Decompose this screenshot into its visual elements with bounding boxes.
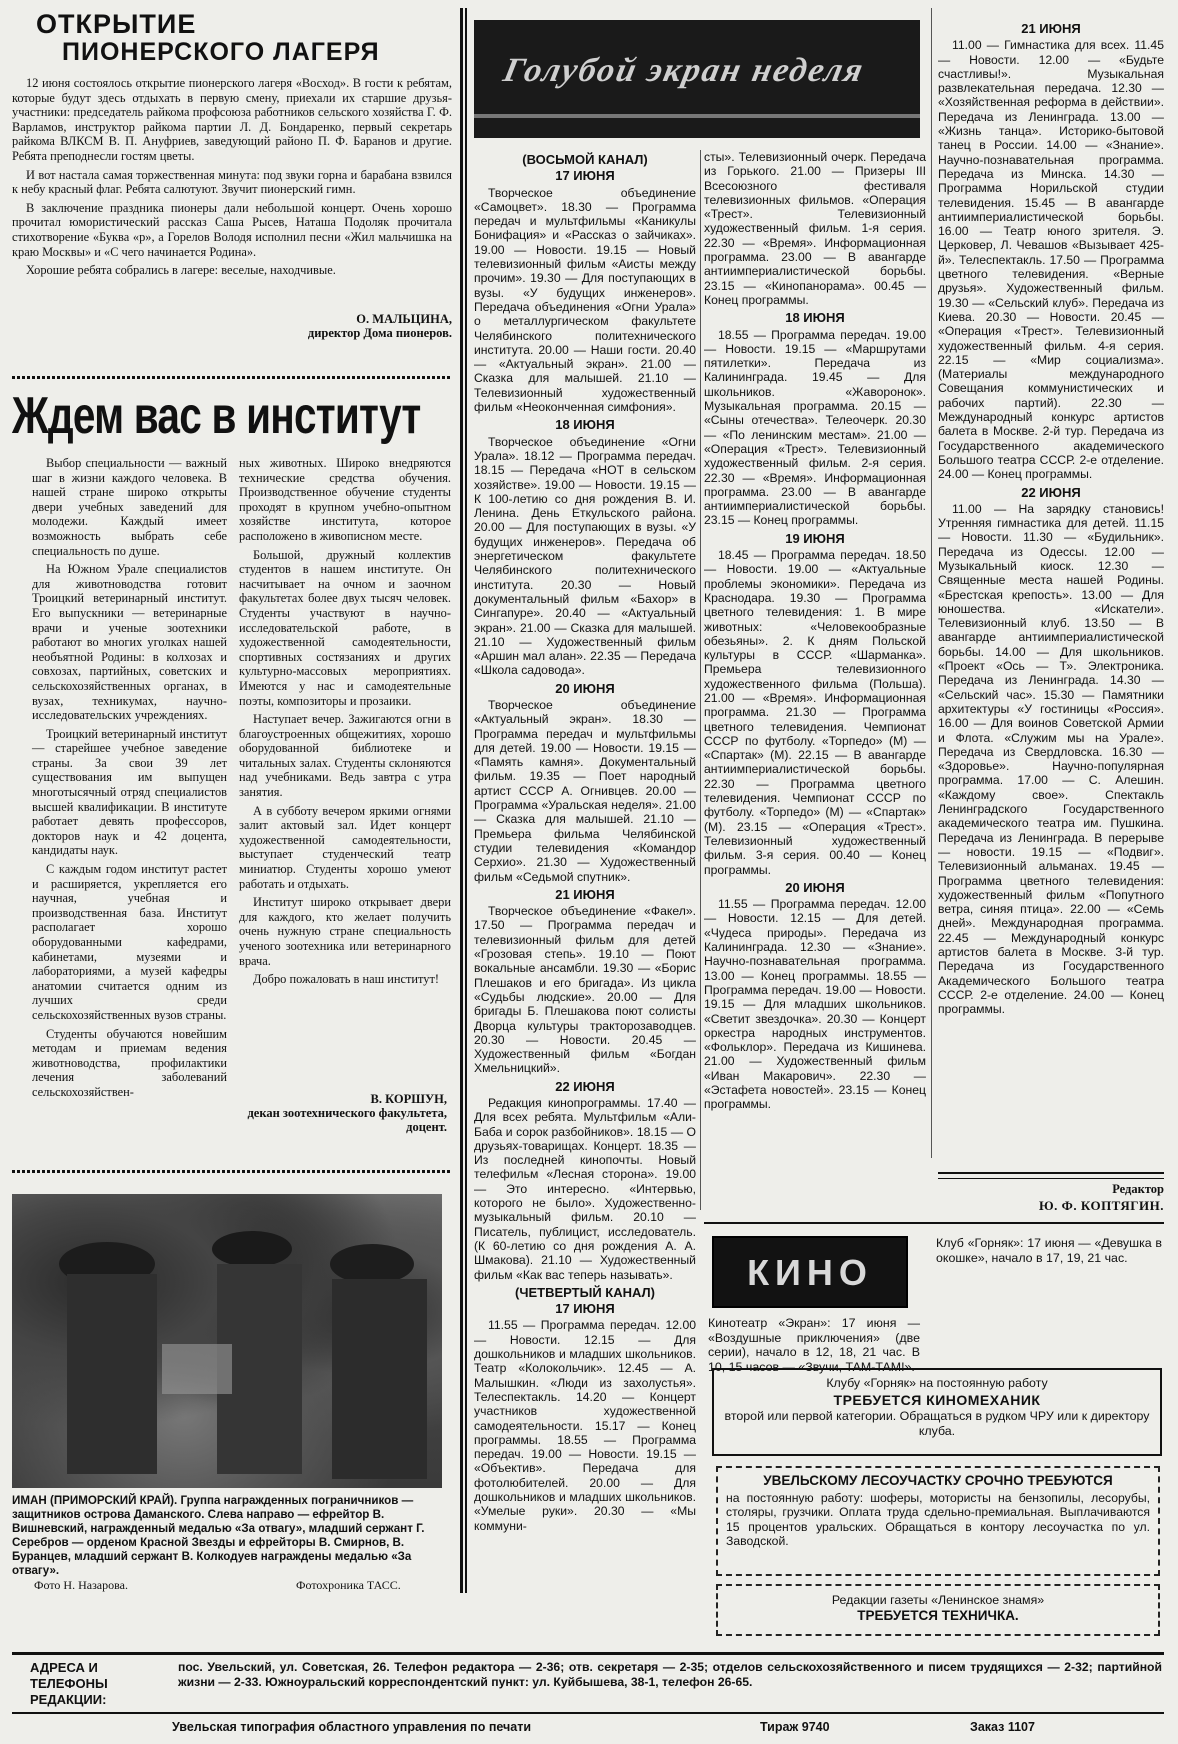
- ad-projectionist-line2: второй или первой категории. Обращаться в рудком ЧРУ или к директору клуба.: [724, 1409, 1150, 1438]
- tv-listing: Творческое объединение «Актуальный экран». 18.30 — Программа передач и мультфильмы для детей. 19.00 — Новости. 19.15 — «Память камня». Документальный фильм. 19.35 — Поет народный артист СССР А. Огнивцев. 20.00 — Программа «Уральская неделя». 21.00 — Сказка для малышей. 21.10 — Премьера фильма Челябинской студии телевидения «Командор Серхио». 21.30 — Художественный фильм «Седьмой спутник».: [474, 697, 696, 884]
- column-rule: [700, 150, 701, 1210]
- tv-heading: 20 ИЮНЯ: [785, 879, 845, 895]
- photo-credit-right: Фотохроника ТАСС.: [296, 1578, 401, 1592]
- editor-name: Ю. Ф. КОПТЯГИН.: [1039, 1198, 1164, 1213]
- column-rule: [460, 8, 463, 1593]
- footer-address-block: [30, 1660, 1164, 1708]
- footer-text: пос. Увельский, ул. Советская, 26. Телефон редактора — 2-36; отв. секретаря — 2-35; отделов сельскохозяйственного и писем трудящихся — 2-32; партийной жизни — 2-33. Южноуральский корреспондентский пункт: ул. Куйбышева, 38-1, телефон 26-65.: [178, 1660, 1162, 1689]
- footer-circulation: Тираж 9740: [760, 1720, 830, 1734]
- tv-listing: 11.00 — Гимнастика для всех. 11.45 — Новости. 12.00 — «Будьте счастливы!». Музыкальная развлекательная передача. 12.30 — «Хозяйственная реформа в действии». Передача из Ленинграда. 13.00 — «Жизнь танца». Историко-бытовой танец в России. 14.00 — «Знание». Научно-познавательная программа. Передача из Минска. 14.30 — Программа Норильской студии телевидения. 15.45 — В авангарде антиимпериалистической борьбы. 16.00 — Театр юного зрителя. Э. Церковер, Л. Чевашов «Вызывает 425-й». Телеспектакль. 17.50 — Программа цветного телевидения. «Верные друзья». Художественный фильм. 19.30 — «Сельский клуб». Передача из Киева. 20.30 — Новости. 20.45 — «Операция «Трест». Телевизионный художественный фильм. 4-я серия. 22.15 — «Мир социализма». (Материалы международного Совещания коммунистических и рабочих партий). 22.30 — Международный конкурс артистов балета в Москве. 2-й тур. Передача из Государственного академического Большого театра СССР. 2-е отделение. 24.00 — Конец программы.: [938, 38, 1164, 482]
- divider: [704, 1222, 1164, 1224]
- camp-signature-role: директор Дома пионеров.: [307, 326, 452, 340]
- camp-paragraph: Хорошие ребята собрались в лагере: веселые, находчивые.: [26, 263, 336, 278]
- ad-forestry-title: УВЕЛЬСКОМУ ЛЕСОУЧАСТКУ СРОЧНО ТРЕБУЮТСЯ: [763, 1473, 1113, 1488]
- tv-logo-lines: [474, 114, 920, 118]
- tv-listing: сты». Телевизионный очерк. Передача из Горького. 21.00 — Призеры III Всесоюзного фестиваля телевизионных фильмов. «Операция «Трест». Телевизионный художественный фильм. 1-я серия. 22.30 — «Время». Информационная программа. 23.00 — В авангарде антиимпериалистической борьбы. 23.15 — «Кинопанорама». 00.45 — Конец программы.: [704, 150, 926, 307]
- camp-title-line2: ПИОНЕРСКОГО ЛАГЕРЯ: [62, 38, 380, 66]
- ad-cleaner-title: ТРЕБУЕТСЯ ТЕХНИЧКА.: [857, 1608, 1019, 1623]
- institute-paragraph: С каждым годом институт растет и расширяется, укрепляется его научная, учебная и производственная база. Институт располагает хорошо оборудованными кафедрами, кабинетами, музеями и лабораториями, а музей кафедры анатомии считается одним из лучших среди сельскохозяйственных вузов страны.: [32, 862, 227, 1022]
- tv-col3: [938, 22, 1164, 1162]
- divider-dashed: [12, 376, 452, 379]
- tv-logo: [474, 20, 920, 138]
- column-rule: [465, 8, 467, 1593]
- tv-listing: 11.00 — На зарядку становись! Утренняя гимнастика для детей. 11.15 — Новости. 11.30 — «Будильник». Передача из Одессы. 12.00 — Музыкальный киоск. 12.30 — Священные места нашей Родины. «Брестская крепость». 13.00 — Для юношества. «Искатели». Телевизионный клуб. 13.50 — В авангарде антиимпериалистической борьбы. 14.00 — Для школьников. «Проект «Ось — Т». Электроника. Передача из Ленинграда. 14.30 — «Сельский час». 15.30 — Памятники архитектуры «У гостиницы «Россия». 16.00 — Для воинов Советской Армии и Флота. «Служим мы на Урале». Передача из Свердловска. 16.30 — «Здоровье». Научно-популярная программа. 17.00 — С. Алешин. «Каждому свое». Спектакль Ленинградского Государственного академического театра им. Пушкина. Передача из Ленинграда. В перерыве — новости. 19.15 — «Подвиг». Телевизионный альманах. 19.45 — Программа цветного телевидения: художественный фильм «Попутного ветра, синяя птица». 22.00 — «Семь дней». Международная программа. 22.45 — Международный конкурс артистов балета в Москве. 3-й тур. Передача из Государственного Академического Большого театра СССР. 2-е отделение. 24.00 — Конец программы.: [938, 501, 1164, 1017]
- tv-heading: 17 ИЮНЯ: [555, 1301, 615, 1317]
- institute-signature-role: декан зоотехнического факультета, доцент.: [247, 1106, 447, 1134]
- ad-cleaner-line1: Редакции газеты «Ленинское знамя»: [831, 1593, 1045, 1607]
- institute-col2: [239, 456, 451, 1086]
- tv-listing: Творческое объединение «Самоцвет». 18.30 — Программа передач и мультфильмы «Каникулы Бонифация» и «Рассказ о зайчиках». 19.00 — Новости. 19.15 — Новый телевизионный фильм «Аисты между прочим». 19.30 — Для поступающих в вузы. «У будущих инженеров». Передача объединения «Огни Урала» о металлургическом факультете Челябинского политехнического института. 20.00 — Наши гости. 20.40 — «Актуальный экран». 21.00 — Сказка для малышей. 21.10 — Телевизионный художественный фильм «Неоконченная симфония».: [474, 185, 696, 415]
- tv-heading: 21 ИЮНЯ: [555, 886, 615, 902]
- kino-text-left: Кинотеатр «Экран»: 17 июня — «Воздушные приключения» (две серии), начало в 12, 18, 21 час. В 10, 15 часов — «Звучи, ТАМ-ТАМ!».: [708, 1316, 920, 1374]
- kino-text-right: Клуб «Горняк»: 17 июня — «Девушка в окошке», начало в 17, 19, 21 час.: [936, 1236, 1162, 1265]
- tv-col1: [474, 150, 696, 1590]
- footer-label: АДРЕСА И ТЕЛЕФОНЫ РЕДАКЦИИ:: [30, 1660, 108, 1707]
- tv-logo-text: Голубой экран неделя: [500, 52, 868, 89]
- tv-heading: 22 ИЮНЯ: [555, 1078, 615, 1094]
- tv-heading: 19 ИЮНЯ: [785, 530, 845, 546]
- camp-body: [12, 76, 452, 308]
- tv-listing: Творческое объединение «Огни Урала». 18.12 — Программа передач. 18.15 — Передача «НОТ в сельском хозяйстве». 19.00 — Новости. 19.15 — К 100-летию со дня рождения В. И. Ленина. День Еткульского района. 20.00 — Для поступающих в вузы. «У будущих инженеров». Передача об энергетическом факультете Челябинского политехнического института. 20.30 — Новый документальный фильм «Бахор» в Сингапуре». 20.40 — «Актуальный экран». 21.00 — Сказка для малышей. 21.10 — Художественный фильм «Аршин мал алан». 22.35 — Передача «Школа садовода».: [474, 434, 696, 678]
- camp-paragraph: В заключение праздника пионеры дали небольшой концерт. Очень хорошо прочитал юмористический рассказ Саша Рысев, Наташа Подоляк прочитала стихотворение «Буква «р», а Горелов Володя исполнил песни «Жил мальчишка на краю Москвы» и «С чего начинается Родина».: [12, 200, 452, 259]
- divider-double: [938, 1172, 1164, 1179]
- tv-heading: 18 ИЮНЯ: [785, 310, 845, 326]
- institute-paragraph: Институт широко открывает двери для каждого, кто желает получить очень нужную стране специальность ученого зоотехника или ветеринарного врача.: [239, 895, 451, 968]
- camp-signature-name: О. МАЛЬЦИНА,: [356, 312, 452, 326]
- camp-article: [12, 10, 452, 360]
- tv-listing: 11.55 — Программа передач. 12.00 — Новости. 12.15 — Для дошкольников и младших школьников. Театр «Колокольчик». 12.45 — А. Малышкин. «Люди из захолустья». Телеспектакль. 14.20 — Концерт участников художественной самодеятельности. 15.17 — Конец программы. 18.55 — Программа передач. 19.00 — Новости. 19.15 — «Объектив». Передача для фотолюбителей. 20.00 — Для дошкольников и младших школьников. «Умелые руки». 20.30 — «Мы коммуни-: [474, 1318, 696, 1533]
- institute-col1: [32, 456, 227, 1146]
- institute-article: [12, 384, 452, 1164]
- ad-projectionist-line1: Клубу «Горняк» на постоянную работу: [826, 1376, 1048, 1390]
- tv-listing: 18.45 — Программа передач. 18.50 — Новости. 19.00 — «Актуальные проблемы экономики». Передача из Краснодара. 19.30 — Программа цветного телевидения: 1. В мире животных: «Человекообразные обезьяны». 2. К дням Польской культуры в СССР. «Шарманка». Премьера телевизионного художественного фильма (Польша). 21.00 — «Время». Информационная программа. 21.30 — Программа цветного телевидения. Чемпионат СССР по футболу. «Торпедо» (М) — «Спартак» (М). 22.15 — В авангарде антиимпериалистической борьбы. 22.30 — Программа цветного телевидения. Чемпионат СССР по футболу. «Торпедо» (М) — «Спартак» (М). 23.15 — «Операция «Трест». Телевизионный художественный фильм. 3-я серия. 00.40 — Конец программы.: [704, 548, 926, 877]
- kino-logo: [712, 1236, 908, 1308]
- tv-heading: (ВОСЬМОЙ КАНАЛ): [522, 152, 648, 167]
- camp-paragraph: 12 июня состоялось открытие пионерского лагеря «Восход». В гости к ребятам, которые будут здесь отдыхать в первую смену, приехали их старшие друзья-участники: председатель райкома профсоюза работников сельского хозяйства Г. Ф. Варламов, инструктор райкома партии Л. Д. Бондаренко, первый секретарь райкома ВЛКСМ В. П. Ануфриев, заведующий районо П. Ф. Баранов и другие. Ребята преподнесли гостям цветы.: [12, 76, 452, 163]
- camp-paragraph: И вот настала самая торжественная минута: под звуки горна и барабана взвился к небу красный флаг. Ребята салютуют. Звучит пионерский гимн.: [12, 167, 452, 197]
- institute-paragraph: ных животных. Широко внедряются технические средства обучения. Производственное обучение студенты проходят в крупном учебно-опытном хозяйстве института, которое расположено в живописном месте.: [239, 456, 451, 543]
- photo-credit-left: Фото Н. Назарова.: [34, 1578, 128, 1592]
- column-rule: [931, 8, 932, 1158]
- footer-rule: [12, 1652, 1164, 1655]
- divider-dashed: [12, 1170, 452, 1173]
- institute-title: Ждем вас в институт: [12, 387, 421, 445]
- footer-rule: [12, 1712, 1164, 1714]
- tv-heading: 18 ИЮНЯ: [555, 417, 615, 433]
- institute-signature-name: В. КОРШУН,: [370, 1092, 447, 1106]
- ad-projectionist-title: ТРЕБУЕТСЯ КИНОМЕХАНИК: [833, 1391, 1041, 1408]
- tv-heading: 20 ИЮНЯ: [555, 680, 615, 696]
- institute-paragraph: На Южном Урале специалистов для животноводства готовит Троицкий ветеринарный институт. Его выпускники — ветеринарные врачи и ученые зоотехники работают во многих уголках нашей необъятной Родины: в колхозах и совхозах, партийных, советских и сельскохозяйственных органах, в вузах, техникумах, научно-исследовательских учреждениях.: [32, 562, 227, 723]
- footer-order: Заказ 1107: [970, 1720, 1035, 1734]
- tv-heading: 21 ИЮНЯ: [1021, 21, 1081, 36]
- tv-listing: 11.55 — Программа передач. 12.00 — Новости. 12.15 — Для детей. «Чудеса природы». Передача из Калининграда. 12.30 — «Знание». Научно-познавательная программа. 13.00 — Конец программы. 18.55 — Программа передач. 19.00 — Новости. 19.15 — Для младших школьников. «Светит звездочка». 20.30 — Концерт оркестра народных инструментов. «Фольклор». Передача из Кишинева. 21.00 — Художественный фильм «Иван Макарович». 22.30 — «Эстафета новостей». 23.15 — Конец программы.: [704, 897, 926, 1112]
- ad-projectionist: [712, 1368, 1162, 1456]
- tv-heading: 22 ИЮНЯ: [1021, 484, 1081, 500]
- tv-listing: 18.55 — Программа передач. 19.00 — Новости. 19.15 — «Маршрутами пятилетки». Передача из Калининграда. 19.45 — Для школьников. «Жаворонок». Музыкальная программа. 20.15 — «Сыны отечества». Телеочерк. 20.30 — «По ленинским местам». 21.00 — «Операция «Трест». Телевизионный художественный фильм. 2-я серия. 22.30 — «Время». Информационная программа. 23.00 — В авангарде антиимпериалистической борьбы. 23.15 — Конец программы.: [704, 327, 926, 528]
- tv-heading: (ЧЕТВЕРТЫЙ КАНАЛ): [515, 1284, 655, 1300]
- ad-cleaner: [716, 1584, 1160, 1636]
- tv-listing: Творческое объединение «Факел». 17.50 — Программа передач и телевизионный фильм для детей «Грозовая степь». 19.10 — Поют вокальные ансамбли. 19.30 — «Борис Плешаков и его бригада». Из цикла «Судьбы людские». 20.00 — Для бригады Б. Плешакова поют солисты Дворца культуры тракторозаводцев. 20.30 — Новости. 20.45 — Художественный фильм «Богдан Хмельницкий».: [474, 904, 696, 1076]
- photo-caption-text: ИМАН (ПРИМОРСКИЙ КРАЙ). Группа награжденных пограничников — защитников острова Даманского. Слева направо — ефрейтор В. Вишневский, награжденный медалью «За отвагу», младший сержант Г. Серебров — орденом Красной Звезды и ефрейторы В. Смирнов, В. Буранцев, младший сержант В. Колкодуев награждены медалью «За отвагу».: [12, 1494, 425, 1577]
- institute-paragraph: Добро пожаловать в наш институт!: [253, 972, 440, 987]
- ad-forestry: [716, 1466, 1160, 1576]
- camp-title-line1: ОТКРЫТИЕ: [36, 9, 197, 39]
- kino-logo-text: КИНО: [747, 1252, 873, 1293]
- institute-paragraph: А в субботу вечером яркими огнями залит актовый зал. Идет концерт художественной самодеятельности, выступает студенческий театр миниатюр. Студенты хорошо умеют работать и отдыхать.: [239, 803, 451, 891]
- institute-paragraph: Троицкий ветеринарный институт — старейшее учебное заведение страны. За свои 39 лет существования им выпущен многотысячный отряд специалистов высшей квалификации. В институте работает девять профессоров, докторов наук и 42 доцента, кандидаты наук.: [32, 726, 227, 858]
- institute-paragraph: Наступает вечер. Зажигаются огни в благоустроенных общежитиях, хорошо оборудованной библиотеке и читальных залах. Студенты склоняются над учебниками. Ведь завтра с утра занятия.: [239, 712, 451, 800]
- border-guards-photo: [12, 1194, 442, 1488]
- tv-listing: Редакция кинопрограммы. 17.40 — Для всех ребята. Мультфильм «Али-Баба и сорок разбойников». 18.15 — О друзьях-товарищах. Концерт. 18.35 — Из последней кинопочты. Новый телефильм «Лесная сторона». 19.00 — Это интересно. «Интервью, которого не было». Художественно-музыкальный фильм. 20.10 — Писатель, публицист, исследователь. (К 60-летию со дня рождения А. А. Шмакова). 21.10 — Художественный фильм «Как вас теперь называть».: [474, 1096, 696, 1282]
- institute-paragraph: Студенты обучаются новейшим методам и приемам ведения животноводства, профилактики лечения заболеваний сельскохозяйствен-: [32, 1026, 227, 1099]
- photo-figures: [12, 1194, 442, 1488]
- editor-role: Редактор: [1112, 1182, 1164, 1196]
- tv-heading: 17 ИЮНЯ: [555, 168, 615, 184]
- institute-paragraph: Выбор специальности — важный шаг в жизни каждого человека. В нашей стране широко открыты двери учебных заведений для молодежи. Каждый имеет возможность выбрать себе специальность по душе.: [32, 456, 227, 558]
- institute-paragraph: Большой, дружный коллектив студентов в нашем институте. Он насчитывает на очном и заочном факультетах более двух тысяч человек. Студенты участвуют в научно-исследовательской работе, в художественной самодеятельности, спортивных состязаниях и других культурно-массовых мероприятиях. Имеются у нас и самодеятельные поэты, композиторы и прозаики.: [239, 547, 451, 708]
- photo-caption: [12, 1494, 442, 1577]
- tv-col2: [704, 150, 926, 1210]
- ad-forestry-body: на постоянную работу: шоферы, мотористы на бензопилы, лесорубы, столяры, грузчики. Оплата труда сдельно-премиальная. Выплачиваются 15 процентов уральских. Обращаться в контору лесоучастка по ул. Заводской.: [726, 1491, 1150, 1548]
- footer-printer: Увельская типография областного управления по печати: [172, 1720, 532, 1734]
